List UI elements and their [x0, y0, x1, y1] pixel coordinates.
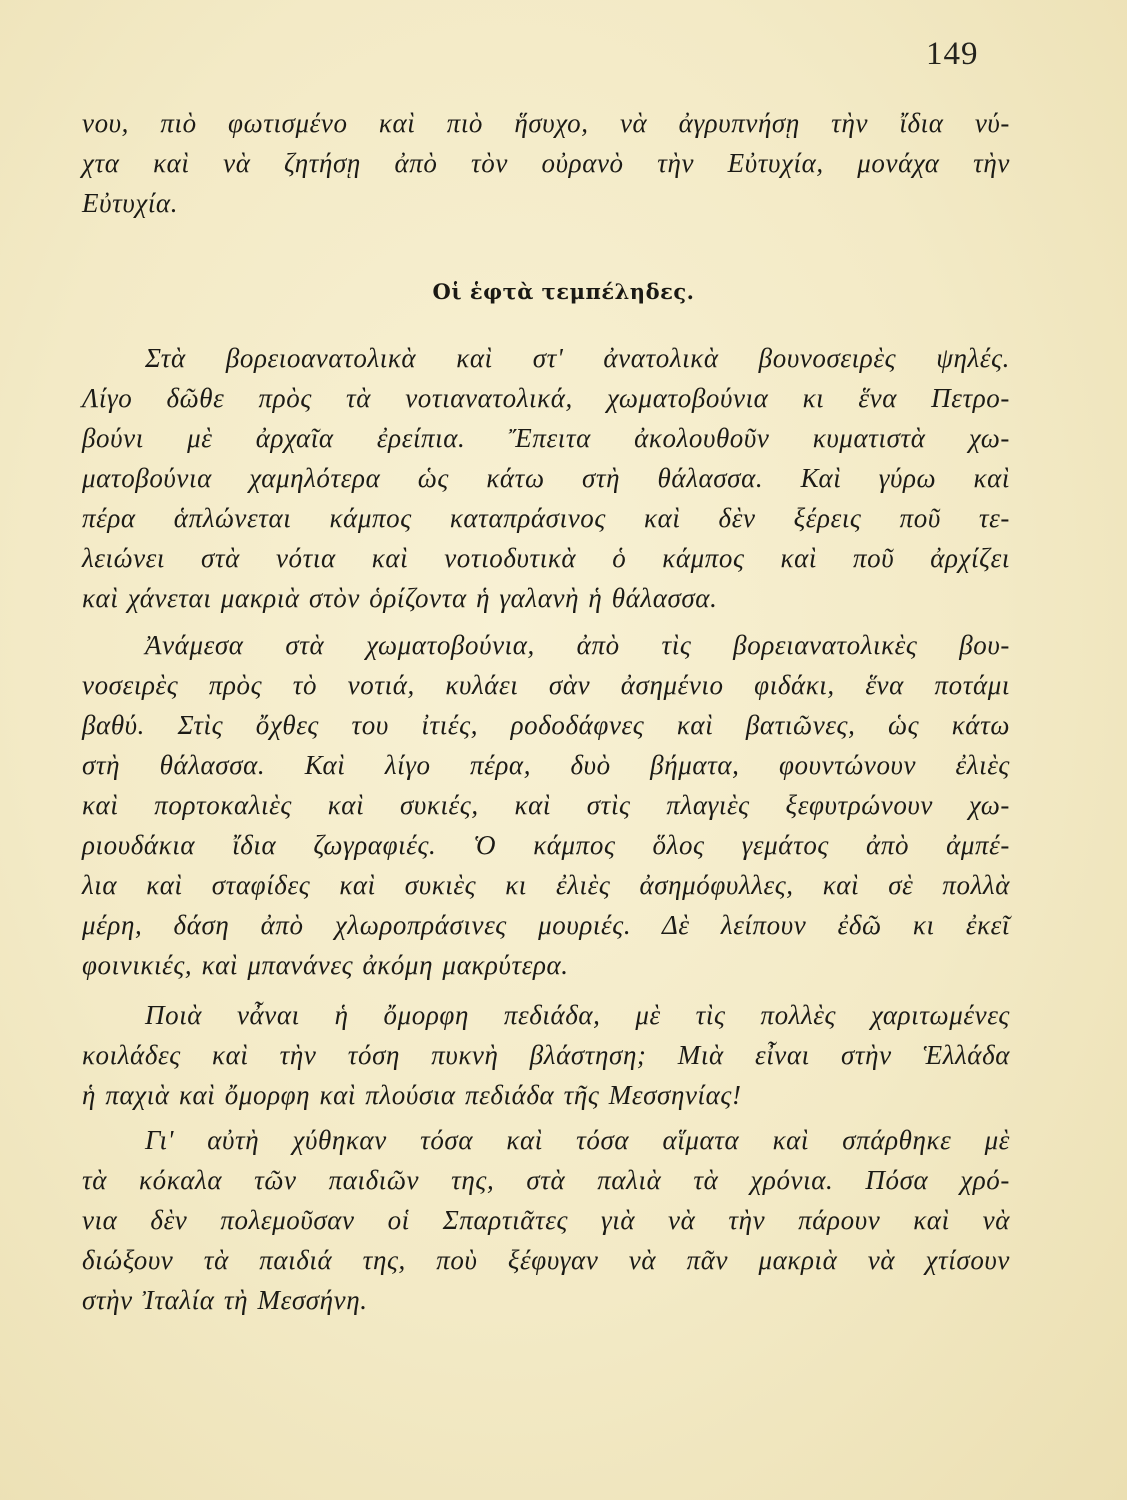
text-line: πέρα ἁπλώνεται κάμπος καταπράσινος καὶ δὲν ξέρεις ποῦ τε-: [82, 503, 1010, 533]
page-number: 149: [926, 36, 979, 72]
text-line: βούνι μὲ ἀρχαῖα ἐρείπια. Ἔπειτα ἀκολουθοῦν κυματιστὰ χω-: [82, 423, 1010, 453]
text-line: στὴν Ἰταλία τὴ Μεσσήνη.: [82, 1285, 368, 1315]
text-line: κοιλάδες καὶ τὴν τόση πυκνὴ βλάστηση; Μιὰ εἶναι στὴν Ἑλλάδα: [82, 1040, 1010, 1070]
text-line: Ποιὰ νἆναι ἡ ὄμορφη πεδιάδα, μὲ τὶς πολλὲς χαριτωμένες: [145, 1000, 1010, 1030]
text-line: βαθύ. Στὶς ὄχθες του ἰτιές, ροδοδάφνες καὶ βατιῶνες, ὡς κάτω: [82, 710, 1010, 740]
text-line: νια δὲν πολεμοῦσαν οἱ Σπαρτιᾶτες γιὰ νὰ τὴν πάρουν καὶ νὰ: [82, 1205, 1010, 1235]
paragraph: [82, 995, 1010, 1115]
text-line: καὶ χάνεται μακριὰ στὸν ὁρίζοντα ἡ γαλανὴ ἡ θάλασσα.: [82, 583, 718, 613]
paragraph: [82, 338, 1010, 618]
text-line: τὰ κόκαλα τῶν παιδιῶν της, στὰ παλιὰ τὰ χρόνια. Πόσα χρό-: [82, 1165, 1010, 1195]
paragraph: [82, 625, 1010, 985]
section-heading: Οἱ ἑφτὰ τεμπέληδες.: [432, 279, 695, 304]
text-line: ματοβούνια χαμηλότερα ὡς κάτω στὴ θάλασσα. Καὶ γύρω καὶ: [82, 463, 1010, 493]
text-line: Ἀνάμεσα στὰ χωματοβούνια, ἀπὸ τὶς βορειανατολικὲς βου-: [145, 630, 1010, 660]
text-line: ἡ παχιὰ καὶ ὄμορφη καὶ πλούσια πεδιάδα τῆς Μεσσηνίας!: [82, 1080, 742, 1110]
text-line: φοινικιές, καὶ μπανάνες ἀκόμη μακρύτερα.: [82, 950, 569, 980]
text-line: Γι' αὐτὴ χύθηκαν τόσα καὶ τόσα αἵματα καὶ σπάρθηκε μὲ: [145, 1125, 1010, 1155]
text-line: νοσειρὲς πρὸς τὸ νοτιά, κυλάει σὰν ἀσημένιο φιδάκι, ἕνα ποτάμι: [82, 670, 1010, 700]
text-line: Εὐτυχία.: [82, 188, 179, 218]
text-line: νου, πιὸ φωτισμένο καὶ πιὸ ἥσυχο, νὰ ἀγρυπνήσῃ τὴν ἴδια νύ-: [82, 108, 1010, 138]
text-line: στὴ θάλασσα. Καὶ λίγο πέρα, δυὸ βήματα, φουντώνουν ἐλιὲς: [82, 750, 1010, 780]
text-line: ριουδάκια ἴδια ζωγραφιές. Ὁ κάμπος ὅλος γεμάτος ἀπὸ ἀμπέ-: [82, 830, 1010, 860]
text-line: μέρη, δάση ἀπὸ χλωροπράσινες μουριές. Δὲ λείπουν ἐδῶ κι ἐκεῖ: [82, 910, 1010, 940]
text-line: λια καὶ σταφίδες καὶ συκιὲς κι ἐλιὲς ἀσημόφυλλες, καὶ σὲ πολλὰ: [82, 870, 1010, 900]
text-line: λειώνει στὰ νότια καὶ νοτιοδυτικὰ ὁ κάμπος καὶ ποῦ ἀρχίζει: [82, 543, 1010, 573]
paragraph: [82, 1120, 1010, 1320]
opening-paragraph: [82, 103, 1010, 223]
text-line: καὶ πορτοκαλιὲς καὶ συκιές, καὶ στὶς πλαγιὲς ξεφυτρώνουν χω-: [82, 790, 1010, 820]
text-line: Λίγο δῶθε πρὸς τὰ νοτιανατολικά, χωματοβούνια κι ἕνα Πετρο-: [82, 383, 1010, 413]
text-line: Στὰ βορειοανατολικὰ καὶ στ' ἀνατολικὰ βουνοσειρὲς ψηλές.: [145, 343, 1010, 373]
text-line: διώξουν τὰ παιδιά της, ποὺ ξέφυγαν νὰ πᾶν μακριὰ νὰ χτίσουν: [82, 1245, 1010, 1275]
text-line: χτα καὶ νὰ ζητήσῃ ἀπὸ τὸν οὐρανὸ τὴν Εὐτυχία, μονάχα τὴν: [82, 148, 1010, 178]
